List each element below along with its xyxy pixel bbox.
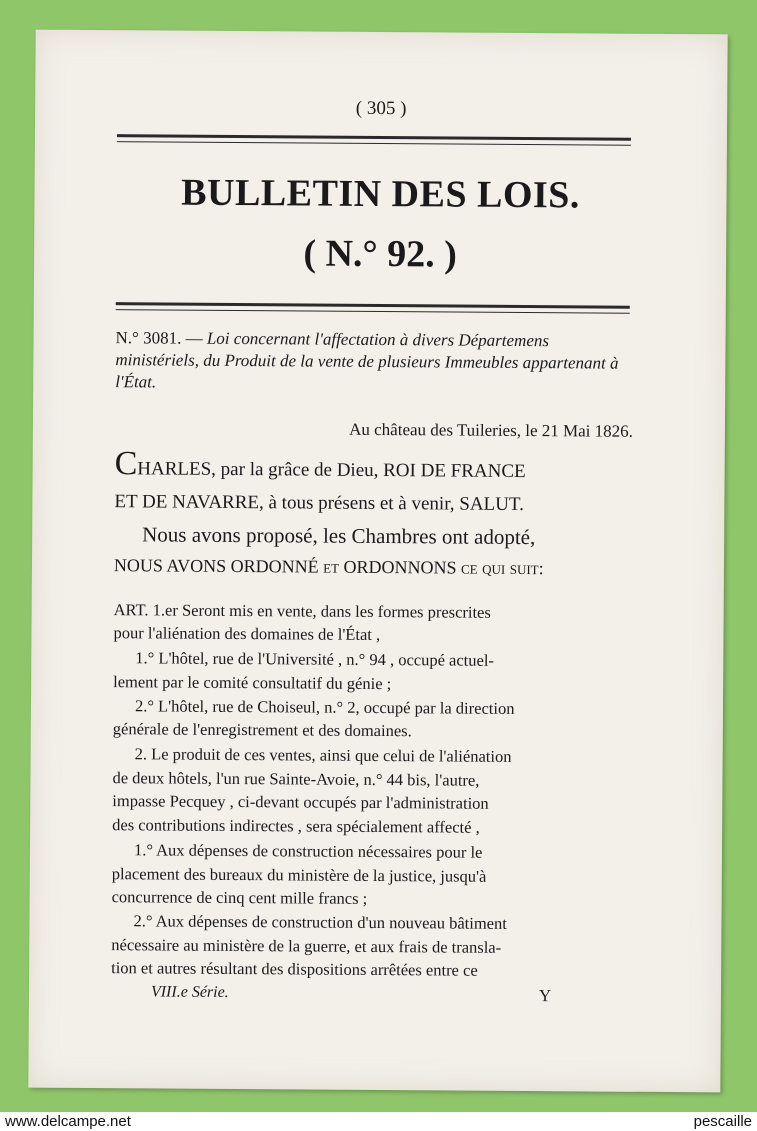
body-line: ART. 1.er Seront mis en vente, dans les formes prescrites [113, 600, 491, 622]
rule-top-thick [117, 134, 631, 141]
body-line: 2.° Aux dépenses de construction d'un nouveau bâtiment [133, 911, 507, 933]
document-page [28, 30, 727, 1093]
preamble-line-2: ET DE NAVARRE, à tous présens et à venir, SALUT. [114, 491, 524, 516]
dateline: Au château des Tuileries, le 21 Mai 1826. [349, 419, 633, 441]
drop-initial: C [114, 445, 138, 483]
watermark-right: pescaille [693, 1113, 752, 1130]
preamble-line-1-text: HARLES, par la grâce de Dieu, ROI DE FRANCE [137, 458, 526, 483]
law-title: Loi concernant l'affectation à divers Départemens ministériels, du Produit de la vente de plusieurs Immeubles appartenant à l'État. [115, 328, 619, 392]
rule-top-thin [117, 141, 631, 146]
issue-number: ( N.° 92. ) [303, 232, 458, 276]
watermark-bar [0, 1112, 757, 1131]
body-line: 1.° L'hôtel, rue de l'Université , n.° 94 , occupé actuel- [135, 648, 495, 670]
preamble-line-4: NOUS AVONS ORDONNÉ et ORDONNONS ce qui suit: [113, 555, 544, 579]
body-line: de deux hôtels, l'un rue Sainte-Avoie, n.° 44 bis, l'autre, [112, 768, 480, 790]
body-line: 2.° L'hôtel, rue de Choiseul, n.° 2, occupé par la direction [134, 696, 515, 718]
body-line: lement par le comité consultatif du génie ; [113, 672, 392, 694]
body-line: pour l'aliénation des domaines de l'État , [113, 623, 381, 645]
body-line: nécessaire au ministère de la guerre, et aux frais de transla- [111, 935, 502, 957]
body-line: concurrence de cinq cent mille francs ; [111, 887, 368, 908]
law-number: N.° 3081. — [115, 328, 203, 348]
body-line: placement des bureaux du ministère de la justice, jusqu'à [111, 864, 487, 886]
signature-mark: Y [538, 986, 552, 1006]
law-heading [115, 327, 635, 397]
body-line: tion et autres résultant des dispositions arrêtées entre ce [111, 958, 478, 980]
bulletin-title: BULLETIN DES LOIS. [181, 171, 581, 217]
series-label: VIII.e Série. [150, 983, 229, 1001]
watermark-left: www.delcampe.net [5, 1113, 131, 1130]
body-line: impasse Pecquey , ci-devant occupés par l'administration [112, 791, 489, 813]
preamble-line-3: Nous avons proposé, les Chambres ont adopté, [142, 522, 536, 550]
body-line: générale de l'enregistrement et des domaines. [112, 719, 412, 741]
body-line: 1.° Aux dépenses de construction nécessaires pour le [133, 840, 483, 862]
body-line: des contributions indirectes , sera spécialement affecté , [112, 815, 480, 837]
rule-mid-thin [116, 309, 630, 314]
rule-mid-thick [116, 302, 630, 309]
body-line: 2. Le produit de ces ventes, ainsi que celui de l'aliénation [134, 744, 512, 766]
preamble-line-1 [115, 445, 526, 486]
page-number: ( 305 ) [355, 97, 407, 120]
